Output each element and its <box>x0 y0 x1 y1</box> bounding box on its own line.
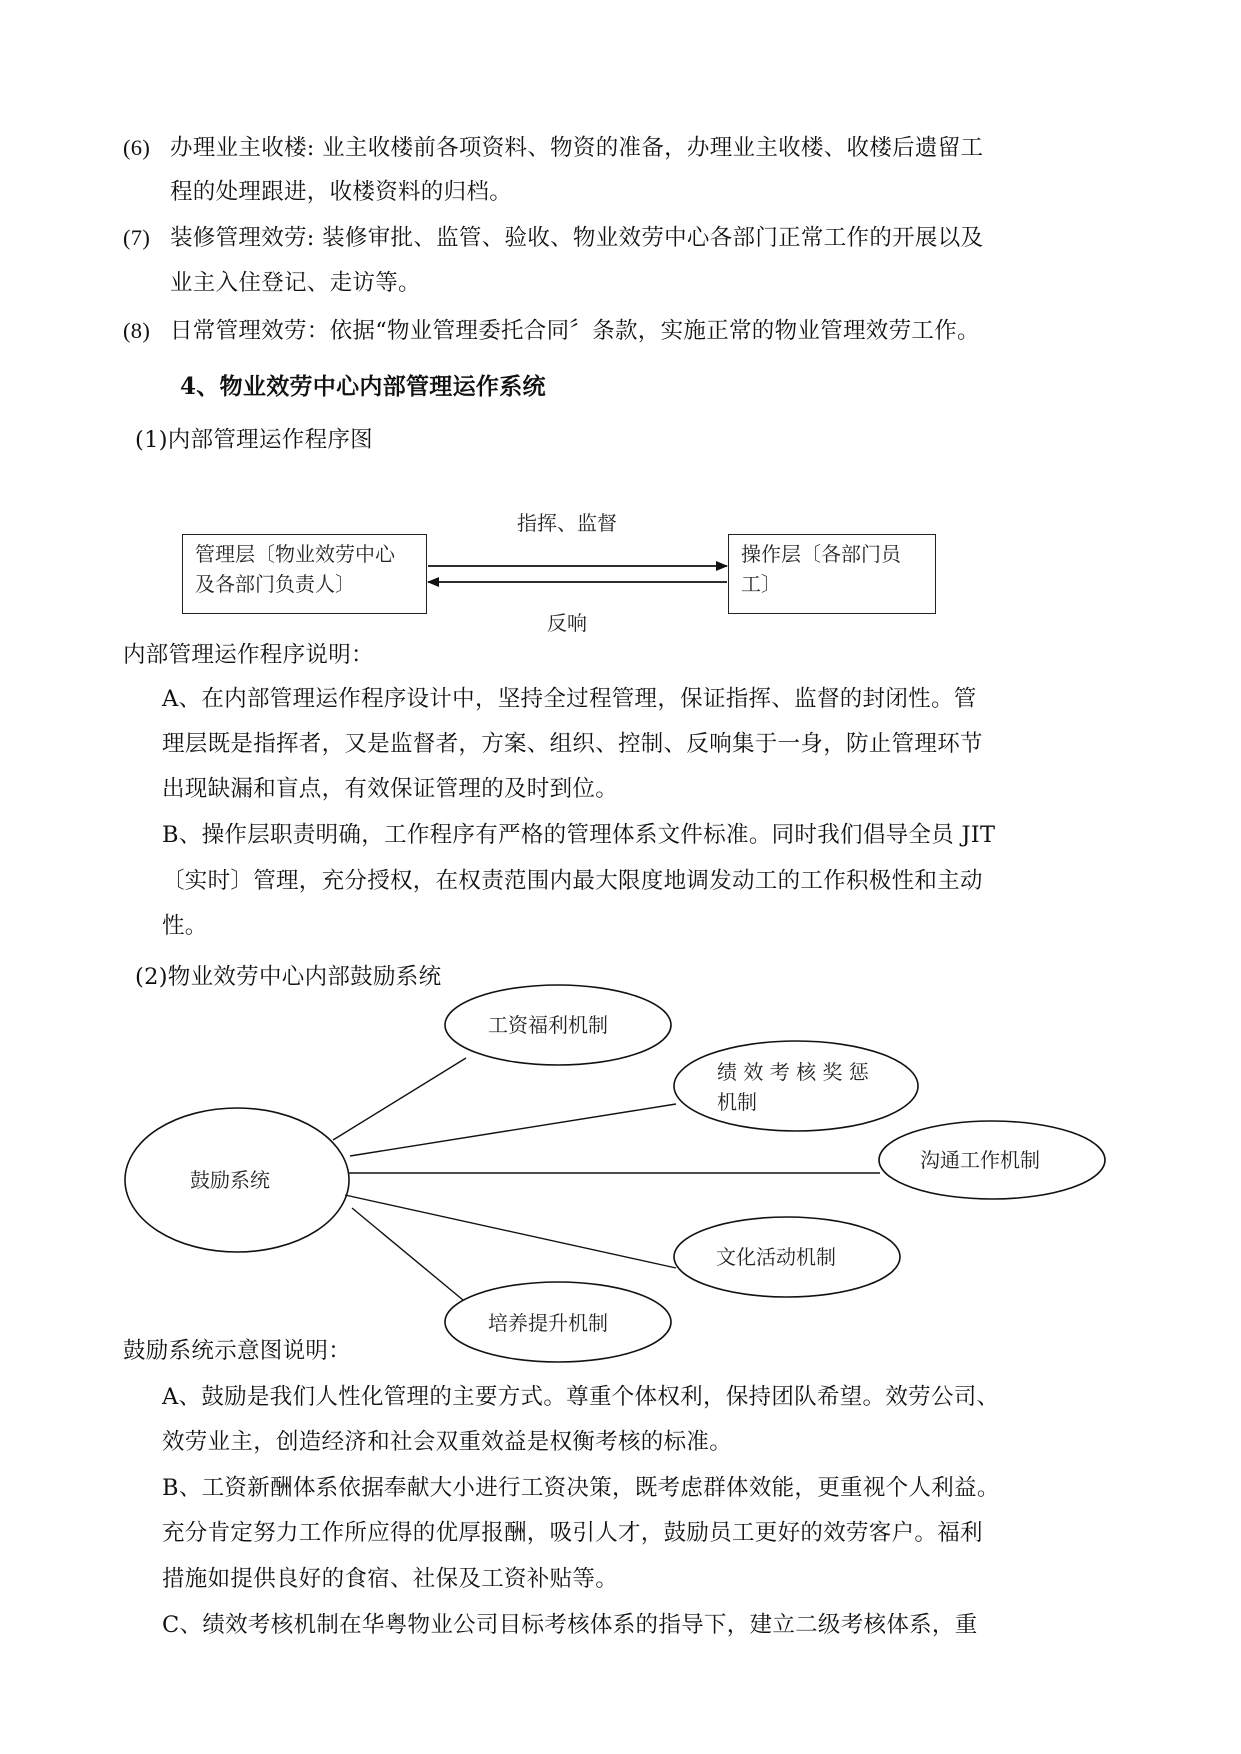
node-label-training: 培养提升机制 <box>488 1311 608 1335</box>
flow-note-line: B、操作层职责明确，工作程序有严格的管理体系文件标准。同时我们倡导全员 JIT <box>162 822 996 848</box>
connector <box>333 1058 466 1140</box>
management-box-line: 及各部门负责人〕 <box>195 572 355 596</box>
item-text: 日常管理效劳：依据“物业管理委托合同〞条款，实施正常的物业管理效劳工作。 <box>170 318 980 344</box>
node-label-performance <box>717 1057 869 1117</box>
subsection-title: (2)物业效劳中心内部鼓励系统 <box>135 964 442 990</box>
node-label-line: 绩 效 考 核 奖 惩 <box>717 1060 869 1084</box>
node-label-communication: 沟通工作机制 <box>920 1148 1040 1172</box>
flow-note-line: 出现缺漏和盲点，有效保证管理的及时到位。 <box>162 776 619 802</box>
subsection-title: (1)内部管理运作程序图 <box>135 427 373 453</box>
center-label: 鼓励系统 <box>190 1168 270 1192</box>
connector <box>345 1195 676 1268</box>
node-label-salary: 工资福利机制 <box>488 1013 608 1037</box>
management-box-line: 管理层〔物业效劳中心 <box>195 542 395 566</box>
incentive-note-line: A、鼓励是我们人性化管理的主要方式。尊重个体权利，保持团队希望。效劳公司、 <box>162 1384 1000 1410</box>
flow-note-line: 性。 <box>162 913 208 939</box>
incentive-note-line: 充分肯定努力工作所应得的优厚报酬，吸引人才，鼓励员工更好的效劳客户。福利 <box>162 1520 983 1546</box>
connector <box>352 1208 463 1300</box>
incentive-note-line: C、绩效考核机制在华粤物业公司目标考核体系的指导下，建立二级考核体系，重 <box>162 1612 978 1638</box>
item-number: (8) <box>123 318 151 343</box>
connector <box>350 1104 676 1156</box>
incentive-note-line: 效劳业主，创造经济和社会双重效益是权衡考核的标准。 <box>162 1429 733 1455</box>
flow-note-line: 〔实时〕管理，充分授权，在权责范围内最大限度地调发动工的工作积极性和主动 <box>162 868 983 894</box>
operation-box-line: 操作层〔各部门员 <box>741 542 901 566</box>
incentive-notes-title: 鼓励系统示意图说明： <box>123 1338 352 1364</box>
node-label-line: 机制 <box>717 1090 757 1114</box>
flow-note-line: A、在内部管理运作程序设计中，坚持全过程管理，保证指挥、监督的封闭性。管 <box>162 686 977 712</box>
item-text: 业主入住登记、走访等。 <box>170 270 421 296</box>
item-text: 装修管理效劳: 装修审批、监管、验收、物业效劳中心各部门正常工作的开展以及 <box>170 225 984 251</box>
item-number: (6) <box>123 135 151 160</box>
section-heading: 4、物业效劳中心内部管理运作系统 <box>180 373 546 400</box>
incentive-note-line: B、工资新酬体系依据奉献大小进行工资决策，既考虑群体效能，更重视个人利益。 <box>162 1475 1000 1501</box>
item-text: 程的处理跟进，收楼资料的归档。 <box>170 179 513 205</box>
incentive-note-line: 措施如提供良好的食宿、社保及工资补贴等。 <box>162 1566 619 1592</box>
feedback-label: 反响 <box>547 611 587 635</box>
item-text: 办理业主收楼: 业主收楼前各项资料、物资的准备，办理业主收楼、收楼后遗留工 <box>170 135 984 161</box>
flow-note-line: 理层既是指挥者，又是监督者，方案、组织、控制、反响集于一身，防止管理环节 <box>162 731 983 757</box>
operation-box-line: 工〕 <box>741 572 781 596</box>
item-number: (7) <box>123 225 151 250</box>
command-label: 指挥、监督 <box>517 511 617 535</box>
node-label-culture: 文化活动机制 <box>716 1245 836 1269</box>
flow-notes-title: 内部管理运作程序说明： <box>123 642 374 668</box>
